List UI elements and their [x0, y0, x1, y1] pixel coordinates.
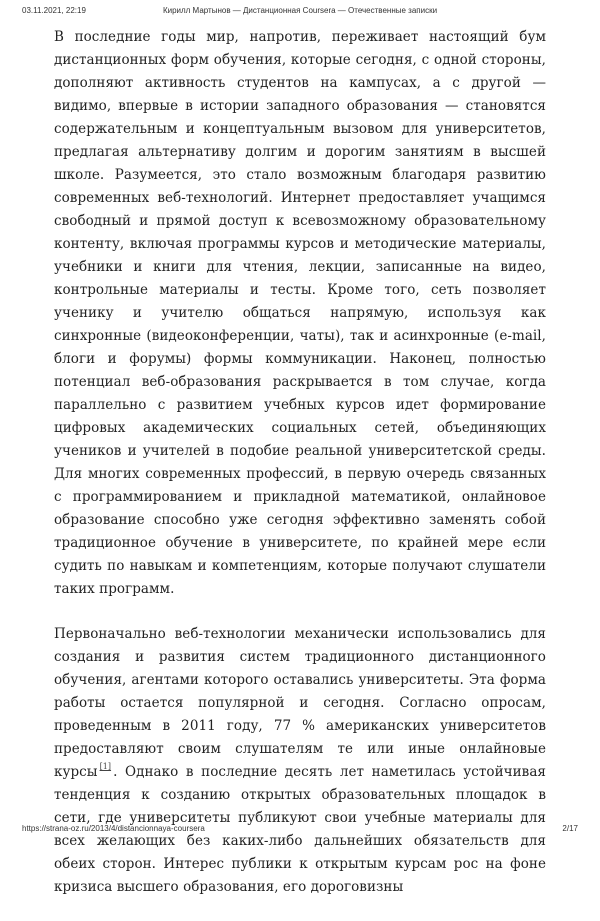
article-body: [54, 26, 546, 921]
paragraph-2-text-start: Первоначально веб-технологии механически использовались для создания и развития систем традиционного дистанционного обучения, агентами которого оставались университеты. Эта форма работы остается популярной и сегодня. Согласно опросам, проведенным в 2011 году, 77 % американских университетов предоставляют своим слушателям те или иные онлайновые курсы: [54, 626, 546, 780]
document-title: Кирилл Мартынов — Дистанционная Coursera — Отечественные записки: [162, 6, 438, 15]
page-url: https://strana-oz.ru/2013/4/distancionnaya-coursera: [22, 824, 205, 833]
article-paragraph-2: [54, 623, 546, 899]
print-footer: [0, 824, 600, 838]
paragraph-2-text-end: . Однако в последние десять лет наметилась устойчивая тенденция к созданию открытых образовательных площадок в сети, где университеты публикуют свои учебные материалы для всех желающих без каких-либо дальнейших обязательств для обеих сторон. Интерес публики к открытым курсам рос на фоне кризиса высшего образования, его дороговизны: [54, 764, 546, 895]
footnote-link-1[interactable]: [1]: [99, 762, 112, 771]
print-timestamp: 03.11.2021, 22:19: [22, 6, 86, 15]
print-header: [0, 6, 600, 20]
article-paragraph-1: В последние годы мир, напротив, переживает настоящий бум дистанционных форм обучения, которые сегодня, с одной стороны, дополняют активность студентов на кампусах, а с другой — видимо, впервые в истории западного образования — становятся содержательным и концептуальным вызовом для университетов, предлагая альтернативу долгим и дорогим занятиям в высшей школе. Разумеется, это стало возможным благодаря развитию современных веб-технологий. Интернет предоставляет учащимся свободный и прямой доступ к всевозможному образовательному контенту, включая программы курсов и методические материалы, учебники и книги для чтения, лекции, записанные на видео, контрольные материалы и тесты. Кроме того, сеть позволяет ученику и учителю общаться напрямую, используя как синхронные (видеоконференции, чаты), так и асинхронные (e-mail, блоги и форумы) формы коммуникации. Наконец, полностью потенциал веб-образования раскрывается в том случае, когда параллельно с развитием учебных курсов идет формирование цифровых академических социальных сетей, объединяющих учеников и учителей в подобие реальной университетской среды. Для многих современных профессий, в первую очередь связанных с программированием и прикладной математикой, онлайновое образование способно уже сегодня эффективно заменять собой традиционное обучение в университете, по крайней мере если судить по навыкам и компетенциям, которые получают слушатели таких программ.: [54, 29, 546, 597]
page-number: 2/17: [562, 824, 578, 833]
